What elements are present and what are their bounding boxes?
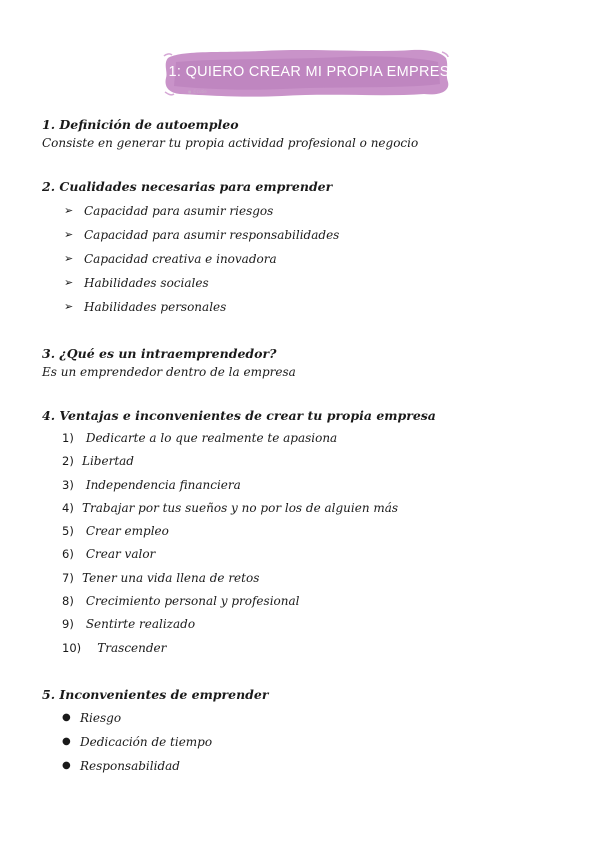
- list-item: [62, 543, 572, 566]
- list-item: [64, 271, 572, 295]
- list-item: [62, 450, 572, 473]
- arrow-bullet-icon: ➢: [64, 300, 74, 313]
- list-number: 2): [62, 454, 74, 469]
- list-item-text: Independencia financiera: [85, 477, 241, 492]
- list-number: 1): [62, 431, 74, 445]
- list-item-text: Tener una vida llena de retos: [82, 570, 260, 585]
- bullet-dot-icon: ●: [62, 759, 71, 771]
- section-text: Consiste en generar tu propia actividad profesional o negocio: [42, 136, 419, 150]
- section-cualidades: [42, 178, 572, 319]
- list-item: [62, 474, 572, 497]
- list-item: [62, 637, 572, 660]
- document-body: [42, 116, 572, 804]
- list-item: [62, 567, 572, 590]
- list-item: [64, 199, 572, 223]
- list-item-text: Habilidades sociales: [84, 276, 209, 290]
- section-autoempleo: [42, 116, 572, 152]
- list-item-text: Riesgo: [80, 710, 122, 725]
- list-item-text: Responsabilidad: [80, 758, 180, 773]
- arrow-bullet-icon: ➢: [64, 276, 74, 289]
- drawbacks-list: [42, 706, 572, 778]
- list-number: 5): [62, 524, 74, 539]
- list-item-text: Habilidades personales: [84, 300, 227, 314]
- list-item-text: Dedicación de tiempo: [80, 734, 213, 749]
- list-item-text: Capacidad para asumir riesgos: [84, 204, 274, 218]
- section-ventajas: [42, 407, 572, 660]
- arrow-bullet-icon: ➢: [64, 252, 74, 265]
- section-text: Es un emprendedor dentro de la empresa: [42, 365, 296, 379]
- section-heading: 5. Inconvenientes de emprender: [42, 686, 269, 702]
- list-item: [62, 613, 572, 636]
- list-item-text: Dedicarte a lo que realmente te apasiona: [85, 431, 338, 445]
- section-heading: 3. ¿Qué es un intraemprendedor?: [42, 346, 277, 361]
- list-item-text: Crear valor: [85, 547, 156, 562]
- list-item: [62, 520, 572, 543]
- list-item-text: Trabajar por tus sueños y no por los de alguien más: [82, 500, 399, 515]
- banner-watermark: ● ©cutie: [188, 89, 207, 94]
- list-item-text: Trascender: [97, 640, 167, 655]
- list-item-text: Capacidad para asumir responsabilidades: [84, 228, 340, 242]
- list-item-text: Libertad: [82, 454, 134, 469]
- list-item: [62, 497, 572, 520]
- advantages-list: [42, 427, 572, 660]
- section-heading: 4. Ventajas e inconvenientes de crear tu propia empresa: [42, 408, 436, 423]
- list-item: [62, 427, 572, 450]
- list-number: 7): [62, 570, 74, 585]
- section-heading: 2. Cualidades necesarias para emprender: [42, 179, 333, 194]
- list-item: [62, 754, 572, 778]
- list-item-text: Crecimiento personal y profesional: [85, 594, 300, 609]
- banner-title: T. 1: QUIERO CREAR MI PROPIA EMPRESA: [152, 64, 460, 80]
- list-number: 10): [62, 640, 82, 655]
- list-item: [62, 590, 572, 613]
- list-item-text: Sentirte realizado: [85, 617, 196, 632]
- list-number: 8): [62, 594, 74, 609]
- bullet-dot-icon: ●: [62, 711, 71, 723]
- bullet-dot-icon: ●: [62, 735, 71, 747]
- section-heading: 1. Definición de autoempleo: [42, 117, 239, 132]
- list-item: [62, 730, 572, 754]
- list-number: 6): [62, 547, 74, 562]
- list-item: [64, 295, 572, 319]
- list-number: 9): [62, 617, 74, 632]
- list-item: [64, 223, 572, 247]
- list-item-text: Capacidad creativa e inovadora: [84, 252, 277, 266]
- arrow-bullet-icon: ➢: [64, 204, 74, 217]
- title-banner: [152, 44, 460, 100]
- list-item-text: Crear empleo: [85, 524, 169, 539]
- section-inconvenientes: [42, 686, 572, 778]
- list-item: [62, 706, 572, 730]
- list-number: 4): [62, 500, 74, 515]
- section-intraemprendedor: [42, 345, 572, 381]
- list-number: 3): [62, 477, 74, 492]
- qualities-list: [42, 199, 572, 319]
- arrow-bullet-icon: ➢: [64, 228, 74, 241]
- list-item: [64, 247, 572, 271]
